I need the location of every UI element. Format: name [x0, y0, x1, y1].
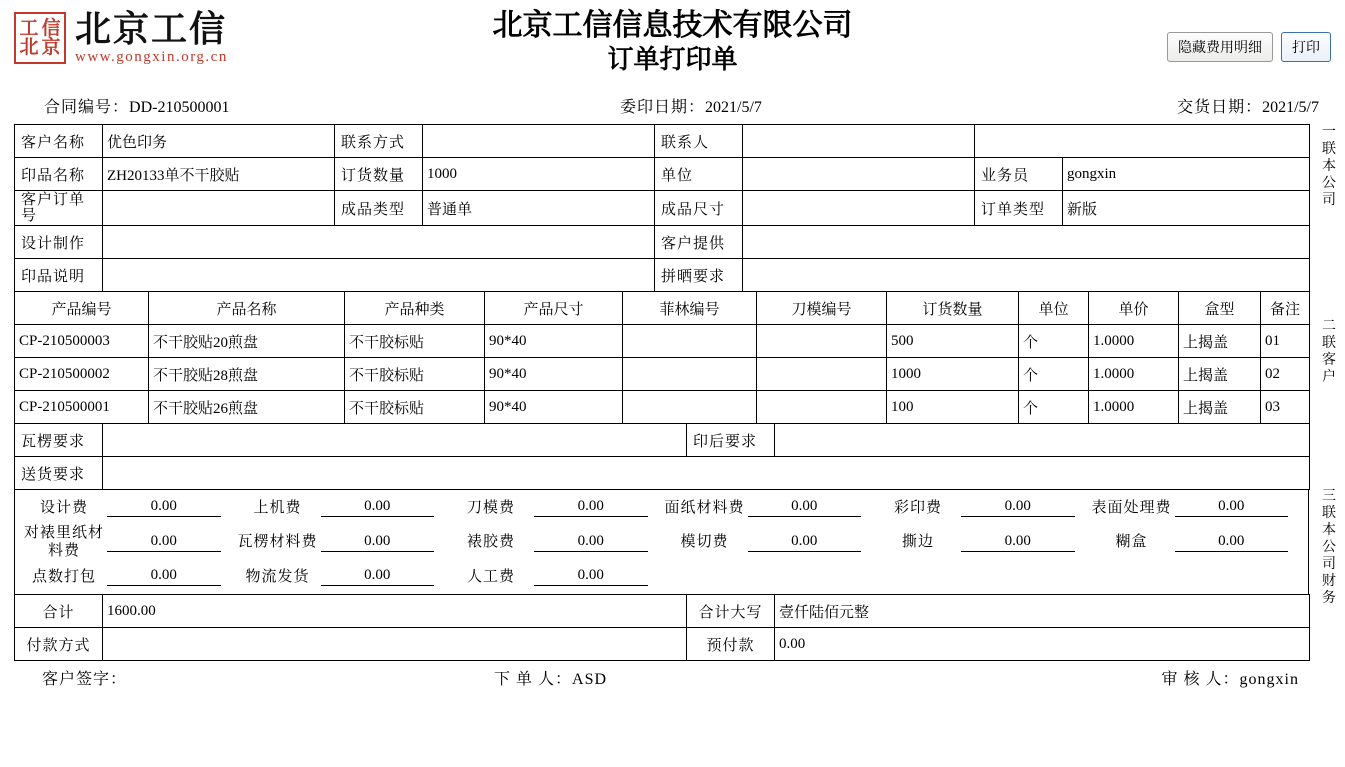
total-cn-value[interactable]: 壹仟陆佰元整: [775, 595, 1310, 628]
fee-counting-packing-value[interactable]: 0.00: [107, 567, 221, 586]
orderer: [494, 666, 607, 689]
fee-tearedge: [875, 533, 1089, 552]
page-header: [0, 0, 1345, 92]
finished-type-label: 成品类型: [335, 191, 423, 226]
table-row: [15, 226, 1310, 259]
total-label: 合计: [15, 595, 103, 628]
table-row: [15, 191, 1310, 226]
customer-name-value[interactable]: 优色印务: [103, 125, 335, 158]
fee-gluebox-value[interactable]: 0.00: [1175, 533, 1289, 552]
col-order-qty: 订货数量: [887, 292, 1019, 325]
fee-die: [448, 498, 662, 517]
customer-signature-label: 客户签字：: [42, 671, 128, 688]
table-row: [15, 424, 1310, 457]
fee-machine: [235, 498, 449, 517]
cell-order-qty: 1000: [887, 358, 1019, 391]
cell-price: 1.0000: [1089, 358, 1179, 391]
contact-way-label: 联系方式: [335, 125, 423, 158]
cell-remark: 03: [1261, 391, 1310, 424]
logo-text: [75, 10, 228, 66]
print-button[interactable]: 打印: [1281, 32, 1331, 62]
print-date: [620, 94, 762, 117]
contract-number-value: DD-210500001: [129, 99, 230, 116]
col-product-size: 产品尺寸: [485, 292, 623, 325]
finished-size-label: 成品尺寸: [655, 191, 743, 226]
seal-char-2: 信: [41, 18, 61, 39]
col-price: 单价: [1089, 292, 1179, 325]
fee-surface-label: 表面处理费: [1091, 499, 1172, 516]
fee-labor: [448, 567, 662, 586]
table-row[interactable]: [15, 391, 1310, 424]
cell-order-qty: 100: [887, 391, 1019, 424]
side-strip-copy-3: 三联本公司财务: [1322, 489, 1336, 606]
cell-remark: 01: [1261, 325, 1310, 358]
customer-order-no-label: 客户订单号: [15, 191, 103, 226]
corrugated-label: 瓦楞要求: [15, 424, 103, 457]
cell-product-size: 90*40: [485, 358, 623, 391]
delivery-date-value: 2021/5/7: [1262, 99, 1319, 116]
design-value[interactable]: [103, 226, 655, 259]
fee-facepaper-label: 面纸材料费: [664, 499, 745, 516]
total-cn-label: 合计大写: [687, 595, 775, 628]
corrugated-value[interactable]: [103, 424, 687, 457]
orderer-label: 下 单 人：: [494, 671, 573, 688]
after-print-value[interactable]: [775, 424, 1310, 457]
delivery-date-label: 交货日期：: [1177, 99, 1263, 116]
col-product-name: 产品名称: [149, 292, 345, 325]
order-type-value[interactable]: 新版: [1063, 191, 1310, 226]
cell-box-type: 上揭盖: [1179, 358, 1261, 391]
cell-box-type: 上揭盖: [1179, 391, 1261, 424]
orderer-value: ASD: [572, 671, 608, 688]
cell-price: 1.0000: [1089, 325, 1179, 358]
seal-char-1: 工: [19, 18, 39, 39]
table-row: [15, 259, 1310, 292]
col-unit: 单位: [1019, 292, 1089, 325]
delivery-req-value[interactable]: [103, 457, 1310, 490]
product-name-label: 印品名称: [15, 158, 103, 191]
cell-unit: 个: [1019, 391, 1089, 424]
fee-corrugated-material-label: 瓦楞材料费: [237, 534, 318, 550]
table-row: [15, 457, 1310, 490]
design-label: 设计制作: [15, 226, 103, 259]
fee-diecut-label: 模切费: [680, 534, 729, 550]
prepay-value[interactable]: 0.00: [775, 628, 1310, 661]
cell-product-name: 不干胶贴28煎盘: [149, 358, 345, 391]
customer-name-label: 客户名称: [15, 125, 103, 158]
fee-backpaper-value[interactable]: 0.00: [107, 533, 221, 552]
fee-design-value[interactable]: 0.00: [107, 498, 221, 517]
cell-film-code: [623, 391, 757, 424]
cell-product-code: CP-210500002: [15, 358, 149, 391]
order-qty-value[interactable]: 1000: [423, 158, 655, 191]
product-desc-value[interactable]: [103, 259, 655, 292]
product-name-value[interactable]: ZH20133单不干胶贴: [103, 158, 335, 191]
fee-labor-label: 人工费: [466, 568, 515, 585]
contact-way-value[interactable]: [423, 125, 655, 158]
cell-product-kind: 不干胶标贴: [345, 325, 485, 358]
company-logo: [14, 10, 228, 66]
col-product-code: 产品编号: [15, 292, 149, 325]
order-type-label: 订单类型: [975, 191, 1063, 226]
auditor-value: gongxin: [1239, 671, 1299, 688]
order-header-table: [14, 124, 1310, 292]
page-title: 北京工信信息技术有限公司: [492, 9, 853, 42]
fee-logistics-value[interactable]: 0.00: [321, 567, 435, 586]
fee-diecut-value[interactable]: 0.00: [748, 533, 862, 552]
fee-design-label: 设计费: [39, 499, 88, 516]
customer-supply-label: 客户提供: [655, 226, 743, 259]
cell-unit: 个: [1019, 325, 1089, 358]
print-date-label: 委印日期：: [620, 99, 706, 116]
table-row[interactable]: [15, 325, 1310, 358]
customer-order-no-value[interactable]: [103, 191, 335, 226]
side-strip-copy-1: 一联本公司: [1322, 125, 1336, 208]
cell-order-qty: 500: [887, 325, 1019, 358]
auditor: [1162, 666, 1299, 689]
page-footer: [14, 661, 1309, 693]
salesman-value[interactable]: gongxin: [1063, 158, 1310, 191]
cell-price: 1.0000: [1089, 391, 1179, 424]
products-table: [14, 291, 1310, 424]
fees-section: [14, 490, 1309, 595]
col-remark: 备注: [1261, 292, 1310, 325]
fee-logistics-label: 物流发货: [245, 568, 310, 585]
seal-char-3: 北: [19, 37, 39, 58]
fee-surface-value[interactable]: 0.00: [1175, 498, 1289, 517]
prepay-label: 预付款: [687, 628, 775, 661]
fee-labor-value[interactable]: 0.00: [534, 567, 648, 586]
cell-product-size: 90*40: [485, 325, 623, 358]
imposition-value[interactable]: [743, 259, 1310, 292]
fee-tearedge-value[interactable]: 0.00: [961, 533, 1075, 552]
cell-film-code: [623, 358, 757, 391]
cell-product-name: 不干胶贴20煎盘: [149, 325, 345, 358]
products-header-row: [15, 292, 1310, 325]
cell-box-type: 上揭盖: [1179, 325, 1261, 358]
table-row[interactable]: [15, 358, 1310, 391]
col-box-type: 盒型: [1179, 292, 1261, 325]
table-row: [15, 595, 1310, 628]
cell-product-code: CP-210500001: [15, 391, 149, 424]
cell-die-code: [757, 325, 887, 358]
fee-colorprint-value[interactable]: 0.00: [961, 498, 1075, 517]
cell-die-code: [757, 358, 887, 391]
fee-glue: [448, 533, 662, 552]
totals-table: [14, 594, 1310, 661]
table-row: [15, 628, 1310, 661]
header-empty-cell-1: [975, 125, 1310, 158]
contact-person-value[interactable]: [743, 125, 975, 158]
table-row: [15, 158, 1310, 191]
fee-corrugated-material: [235, 533, 449, 552]
fee-die-value[interactable]: 0.00: [534, 498, 648, 517]
payment-value[interactable]: [103, 628, 687, 661]
cell-film-code: [623, 325, 757, 358]
fee-facepaper-value[interactable]: 0.00: [748, 498, 862, 517]
fee-glue-value[interactable]: 0.00: [534, 533, 648, 552]
finished-type-value[interactable]: 普通单: [423, 191, 655, 226]
fee-diecut: [662, 533, 876, 552]
contract-number-label: 合同编号：: [44, 99, 130, 116]
product-desc-label: 印品说明: [15, 259, 103, 292]
fee-logistics: [235, 567, 449, 586]
payment-label: 付款方式: [15, 628, 103, 661]
fee-machine-value[interactable]: 0.00: [321, 498, 435, 517]
fee-counting-packing-label: 点数打包: [31, 568, 96, 585]
requirements-table: [14, 423, 1310, 490]
cell-product-code: CP-210500003: [15, 325, 149, 358]
logo-company-name: 北京工信: [75, 9, 228, 49]
hide-fee-detail-button[interactable]: 隐藏费用明细: [1167, 32, 1273, 62]
customer-supply-value[interactable]: [743, 226, 1310, 259]
seal-char-4: 京: [41, 37, 61, 58]
cell-product-kind: 不干胶标贴: [345, 391, 485, 424]
fee-facepaper: [662, 498, 876, 517]
print-date-value: 2021/5/7: [705, 99, 762, 116]
fees-row-1: [21, 498, 1302, 517]
logo-website: www.gongxin.org.cn: [75, 49, 228, 65]
fees-row-3: [21, 567, 1302, 586]
document-info-row: [0, 94, 1345, 120]
fee-backpaper-label: 对裱里纸材料费: [23, 525, 104, 559]
unit-label: 单位: [655, 158, 743, 191]
fee-gluebox: [1089, 533, 1303, 552]
col-film-code: 菲林编号: [623, 292, 757, 325]
fee-corrugated-material-value[interactable]: 0.00: [321, 533, 435, 552]
fee-colorprint-label: 彩印费: [893, 499, 942, 516]
fee-tearedge-label: 撕边: [901, 534, 934, 550]
table-row: [15, 125, 1310, 158]
cell-product-name: 不干胶贴26煎盘: [149, 391, 345, 424]
fee-machine-label: 上机费: [253, 499, 302, 516]
salesman-label: 业务员: [975, 158, 1063, 191]
after-print-label: 印后要求: [687, 424, 775, 457]
fee-gluebox-label: 糊盒: [1115, 534, 1148, 550]
cell-product-kind: 不干胶标贴: [345, 358, 485, 391]
contract-number: [44, 94, 229, 117]
delivery-date: [1177, 94, 1319, 117]
side-strip-copy-2: 二联客户: [1322, 319, 1336, 385]
header-buttons: [1167, 32, 1331, 62]
unit-value[interactable]: [743, 158, 975, 191]
finished-size-value[interactable]: [743, 191, 975, 226]
col-die-code: 刀模编号: [757, 292, 887, 325]
imposition-label: 拼晒要求: [655, 259, 743, 292]
cell-product-size: 90*40: [485, 391, 623, 424]
order-qty-label: 订货数量: [335, 158, 423, 191]
auditor-label: 审 核 人：: [1161, 671, 1240, 688]
fee-die-label: 刀模费: [466, 499, 515, 516]
fee-surface: [1089, 498, 1303, 517]
fee-design: [21, 498, 235, 517]
cell-remark: 02: [1261, 358, 1310, 391]
cell-die-code: [757, 391, 887, 424]
page-subtitle: 订单打印单: [607, 45, 738, 74]
col-product-kind: 产品种类: [345, 292, 485, 325]
fees-row-2: [21, 524, 1302, 560]
fee-backpaper: [21, 524, 235, 560]
fee-colorprint: [875, 498, 1089, 517]
fee-counting-packing: [21, 567, 235, 586]
contact-person-label: 联系人: [655, 125, 743, 158]
total-value[interactable]: 1600.00: [103, 595, 687, 628]
fee-glue-label: 裱胶费: [466, 534, 515, 550]
delivery-req-label: 送货要求: [15, 457, 103, 490]
seal-icon: [14, 12, 66, 64]
cell-unit: 个: [1019, 358, 1089, 391]
